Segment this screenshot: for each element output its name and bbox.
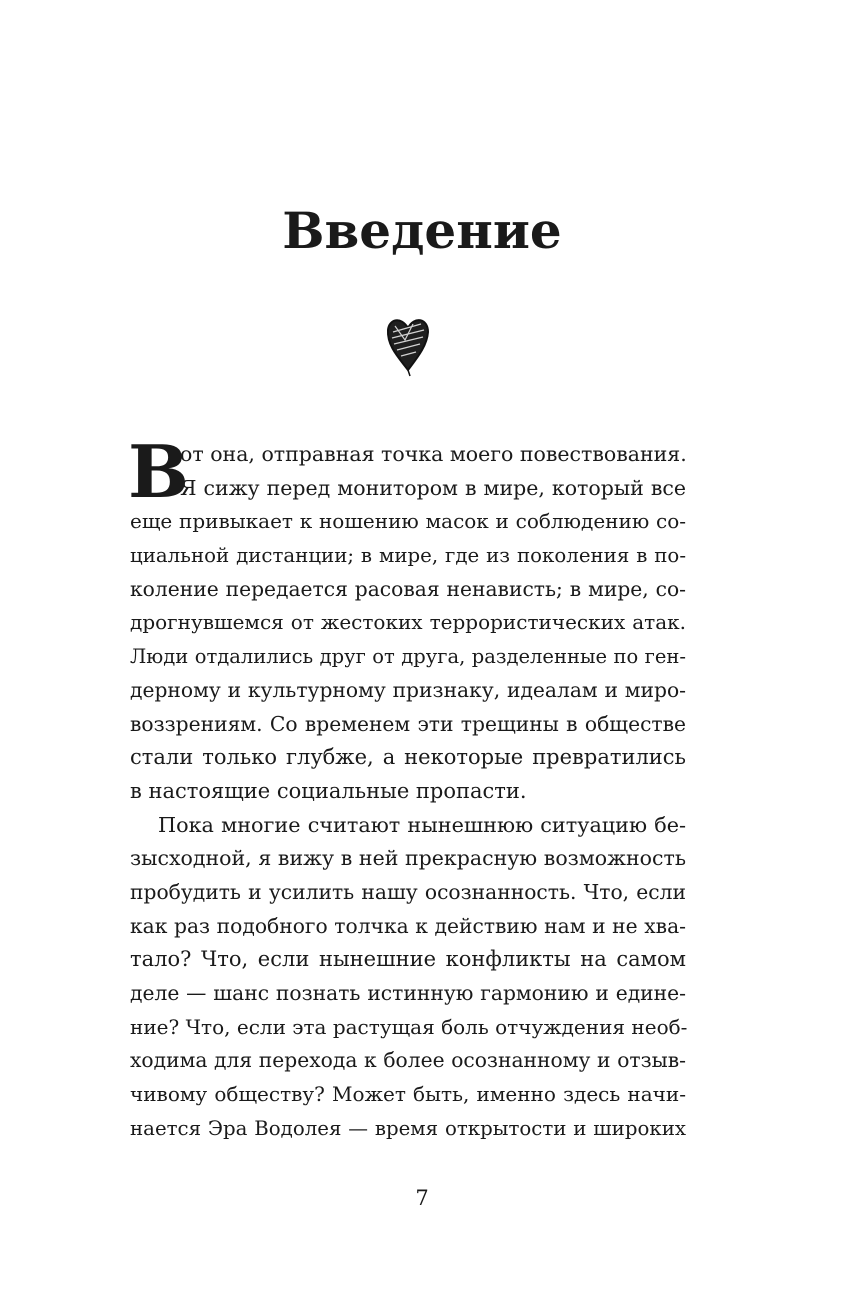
text-line: ходима для перехода к более осознанному и отзыв-	[130, 1048, 686, 1073]
text-line: деле — шанс познать истинную гармонию и едине-	[130, 981, 686, 1005]
text-line: циальной дистанции; в мире, где из поколения в по-	[130, 544, 686, 568]
text-line: как раз подобного толчка к действию нам и не хва-	[130, 913, 686, 938]
text-line: стали только глубже, а некоторые превратились	[130, 745, 686, 770]
chapter-title: Введение	[282, 201, 562, 260]
text-line: Люди отдалились друг от друга, разделенные по ген-	[130, 645, 686, 669]
drop-cap: В	[128, 429, 189, 514]
chapter-body	[128, 429, 688, 1145]
text-line: тало? Что, если нынешние конфликты на самом	[130, 947, 686, 972]
text-line: дрогнувшемся от жестоких террористических атак.	[130, 610, 686, 635]
text-line: от она, отправная точка моего повествования.	[180, 442, 687, 466]
page-number: 7	[415, 1186, 429, 1210]
text-line: ние? Что, если эта растущая боль отчуждения необ-	[130, 1014, 688, 1039]
text-line: Я сижу перед монитором в мире, который все	[180, 475, 686, 500]
text-line: коление передается расовая ненависть; в мире, со-	[130, 576, 686, 601]
text-line: Пока многие считают нынешнюю ситуацию бе-	[158, 812, 686, 837]
text-line: нается Эра Водолея — время открытости и широких	[130, 1116, 686, 1140]
text-line: зысходной, я вижу в ней прекрасную возможность	[130, 846, 686, 871]
text-line: дерному и культурному признаку, идеалам и миро-	[130, 677, 686, 702]
text-line: в настоящие социальные пропасти.	[130, 778, 527, 803]
text-line: чивому обществу? Может быть, именно здесь начи-	[130, 1082, 686, 1107]
text-line: еще привыкает к ношению масок и соблюдению со-	[130, 509, 686, 534]
heart-icon	[383, 310, 433, 378]
text-line: воззрениям. Со временем эти трещины в обществе	[130, 711, 686, 736]
text-line: пробудить и усилить нашу осознанность. Что, если	[130, 879, 686, 904]
